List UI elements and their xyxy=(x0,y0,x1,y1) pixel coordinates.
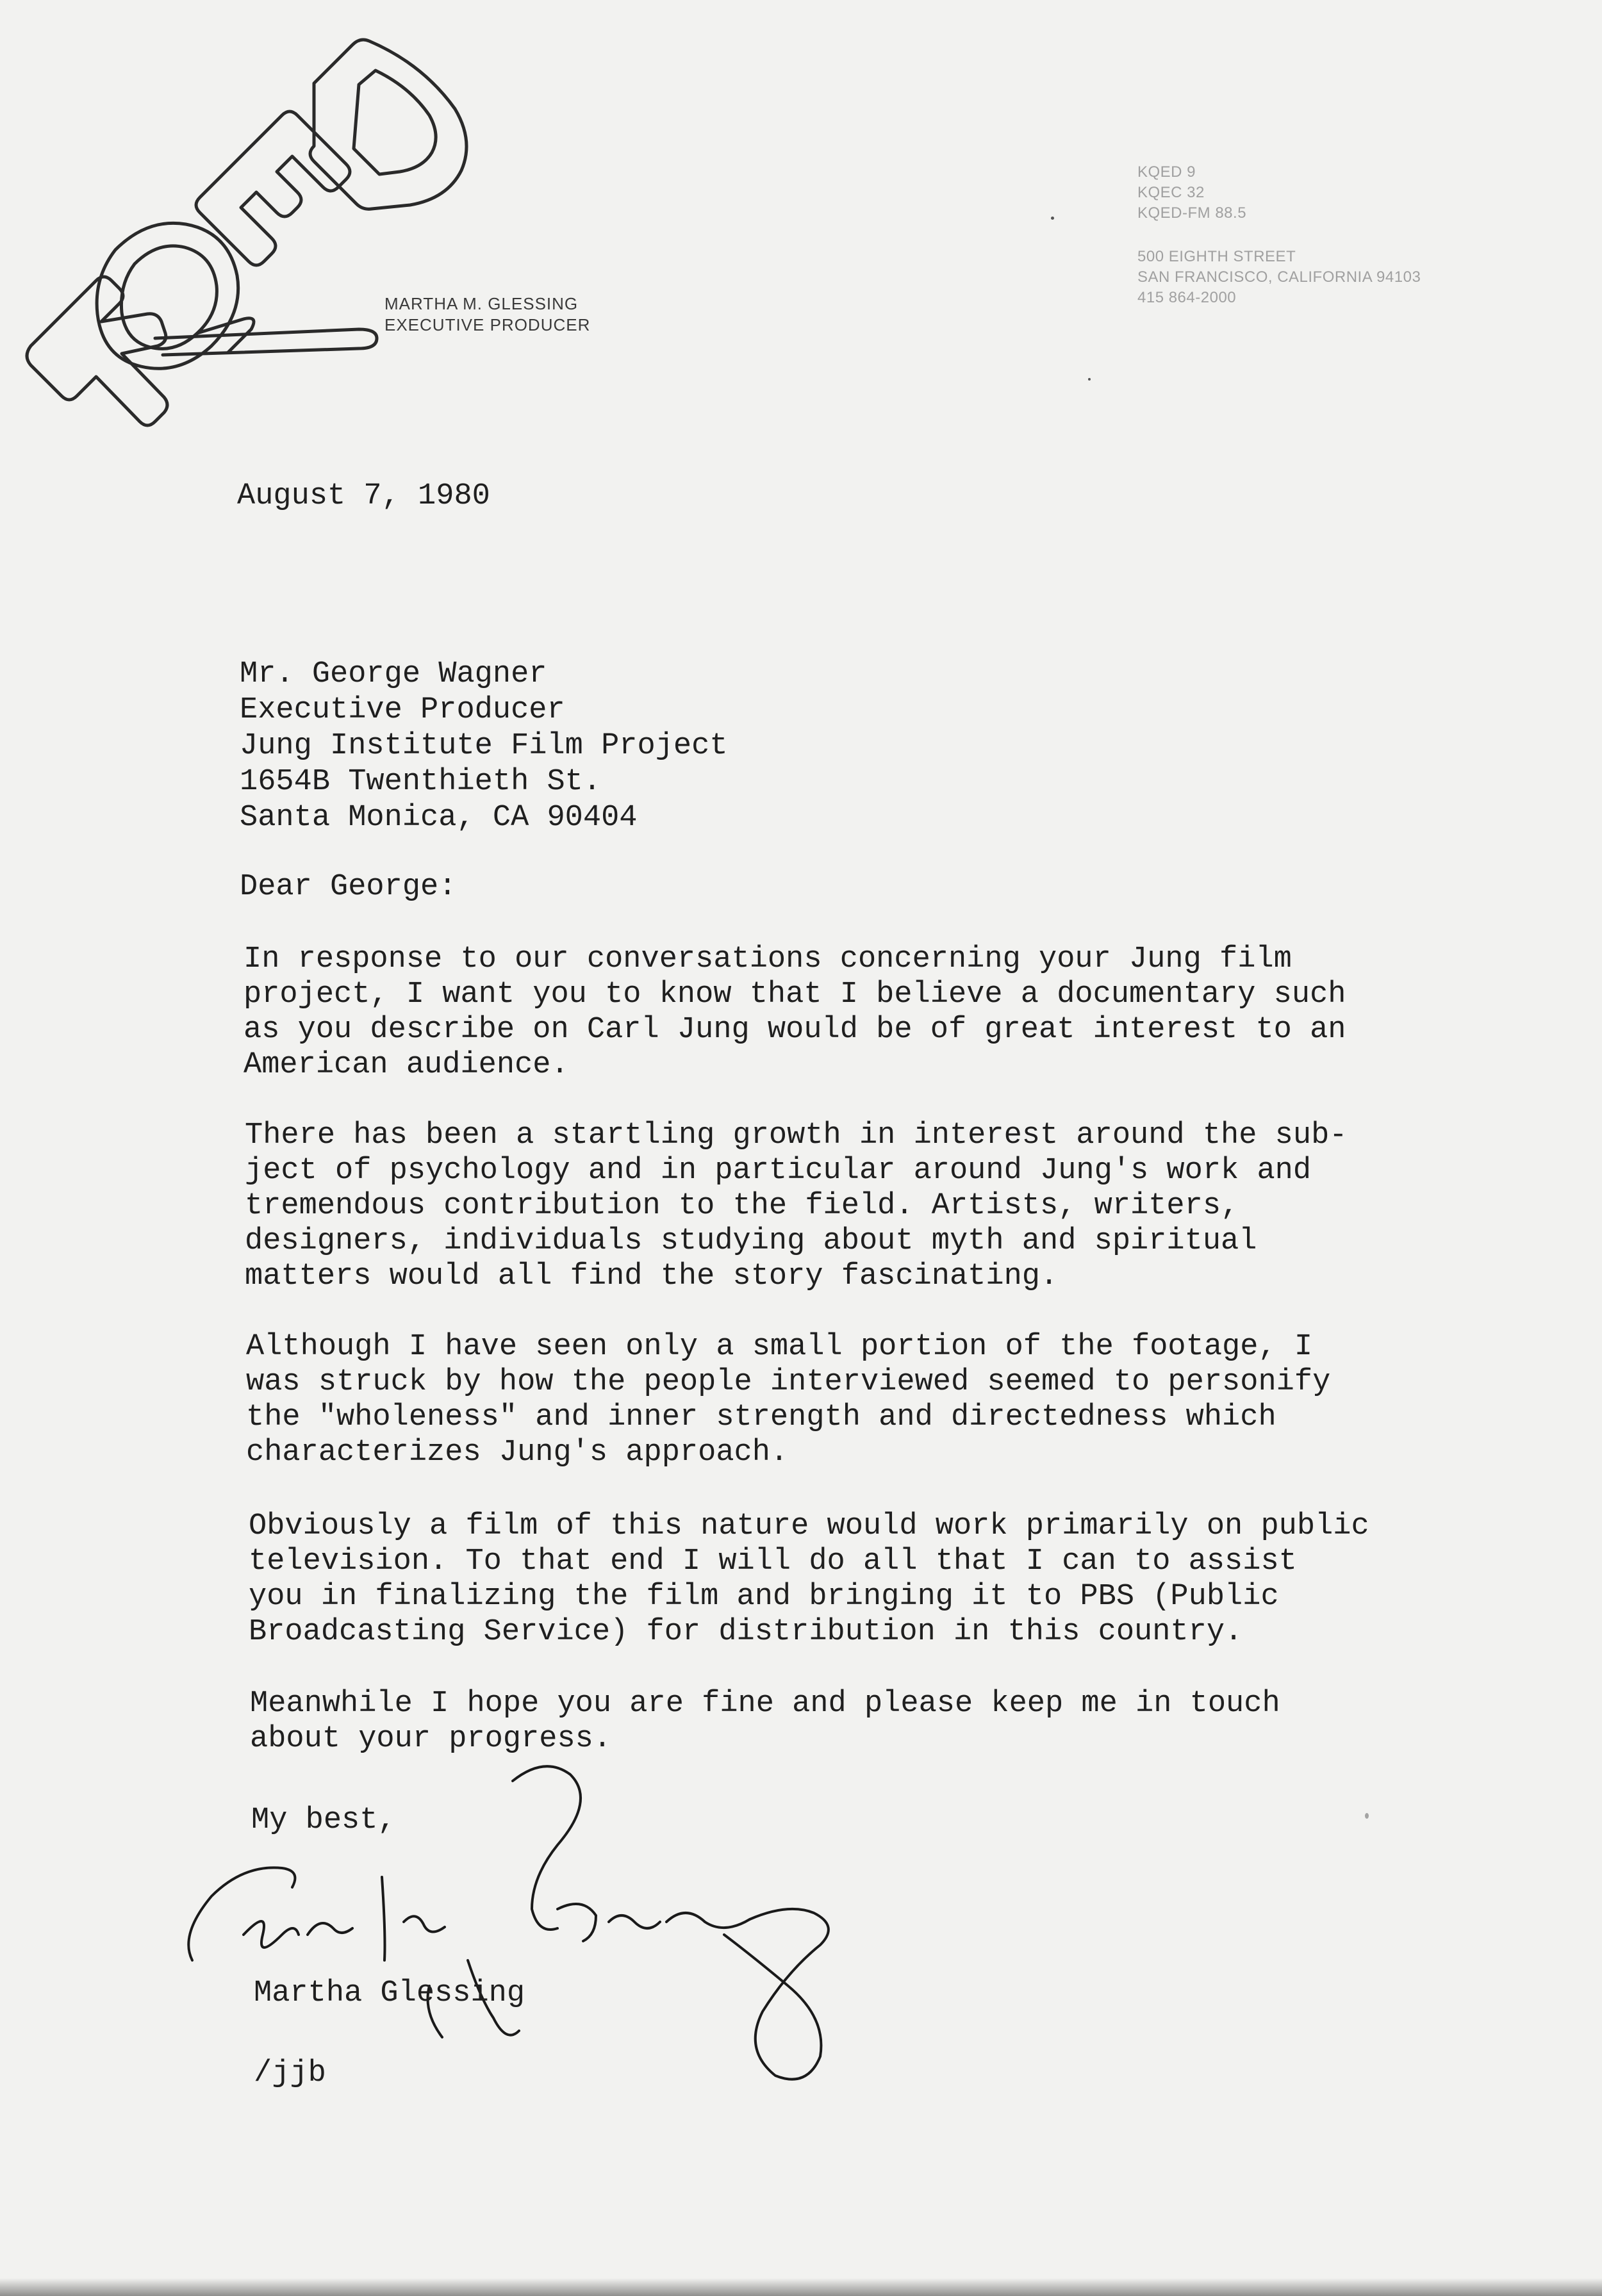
body-line: In response to our conversations concerning your Jung film xyxy=(244,942,1292,976)
body-line: about your progress. xyxy=(250,1722,612,1756)
station-line: KQED 9 xyxy=(1137,163,1196,181)
signer-name: Martha Glessing xyxy=(254,1976,525,2010)
recipient-address xyxy=(240,657,728,836)
body-line: characterizes Jung's approach. xyxy=(246,1436,789,1470)
recipient-line: Santa Monica, CA 90404 xyxy=(240,801,638,835)
paper-speck xyxy=(1365,1813,1369,1819)
body-paragraph xyxy=(244,942,1346,1083)
body-line: Although I have seen only a small portion of the footage, I xyxy=(246,1330,1313,1364)
station-line: KQEC 32 xyxy=(1137,184,1205,201)
body-line: designers, individuals studying about myth and spiritual xyxy=(245,1224,1257,1258)
body-paragraph xyxy=(246,1329,1330,1470)
handwritten-signature xyxy=(173,1742,910,2101)
body-line: Broadcasting Service) for distribution in this country. xyxy=(249,1615,1243,1649)
body-line: television. To that end I will do all that I can to assist xyxy=(249,1545,1297,1578)
body-line: ject of psychology and in particular around Jung's work and xyxy=(245,1154,1312,1188)
producer-name: MARTHA M. GLESSING xyxy=(384,294,579,313)
body-paragraph xyxy=(249,1509,1369,1650)
body-line: There has been a startling growth in interest around the sub- xyxy=(245,1119,1348,1152)
body-line: American audience. xyxy=(244,1048,569,1082)
recipient-line: 1654B Twenthieth St. xyxy=(240,765,602,799)
kqed-logo xyxy=(13,13,500,461)
body-line: as you describe on Carl Jung would be of great interest to an xyxy=(244,1013,1346,1047)
salutation: Dear George: xyxy=(240,870,457,904)
body-line: Meanwhile I hope you are fine and please keep me in touch xyxy=(250,1687,1280,1721)
typist-initials: /jjb xyxy=(254,2056,326,2090)
body-line: you in finalizing the film and bringing it to PBS (Public xyxy=(249,1580,1279,1614)
station-info xyxy=(1137,162,1421,308)
letter-date: August 7, 1980 xyxy=(237,479,490,513)
paper-speck xyxy=(1051,217,1054,220)
producer-title: EXECUTIVE PRODUCER xyxy=(384,315,591,334)
address-line: SAN FRANCISCO, CALIFORNIA 94103 xyxy=(1137,268,1421,286)
body-line: the "wholeness" and inner strength and directedness which xyxy=(246,1400,1276,1434)
phone-line: 415 864-2000 xyxy=(1137,289,1237,306)
paper-speck xyxy=(1088,378,1091,381)
body-line: project, I want you to know that I believe a documentary such xyxy=(244,978,1346,1012)
body-line: Obviously a film of this nature would work primarily on public xyxy=(249,1509,1369,1543)
body-line: tremendous contribution to the field. Artists, writers, xyxy=(245,1189,1239,1223)
body-line: was struck by how the people interviewed seemed to personify xyxy=(246,1365,1331,1399)
closing: My best, xyxy=(251,1803,396,1837)
recipient-line: Executive Producer xyxy=(240,693,565,727)
recipient-line: Jung Institute Film Project xyxy=(240,729,728,763)
producer-block xyxy=(384,293,590,336)
body-paragraph xyxy=(245,1118,1347,1294)
recipient-line: Mr. George Wagner xyxy=(240,657,547,691)
body-line: matters would all find the story fascinating. xyxy=(245,1259,1059,1293)
station-line: KQED-FM 88.5 xyxy=(1137,204,1247,222)
address-line: 500 EIGHTH STREET xyxy=(1137,248,1296,265)
